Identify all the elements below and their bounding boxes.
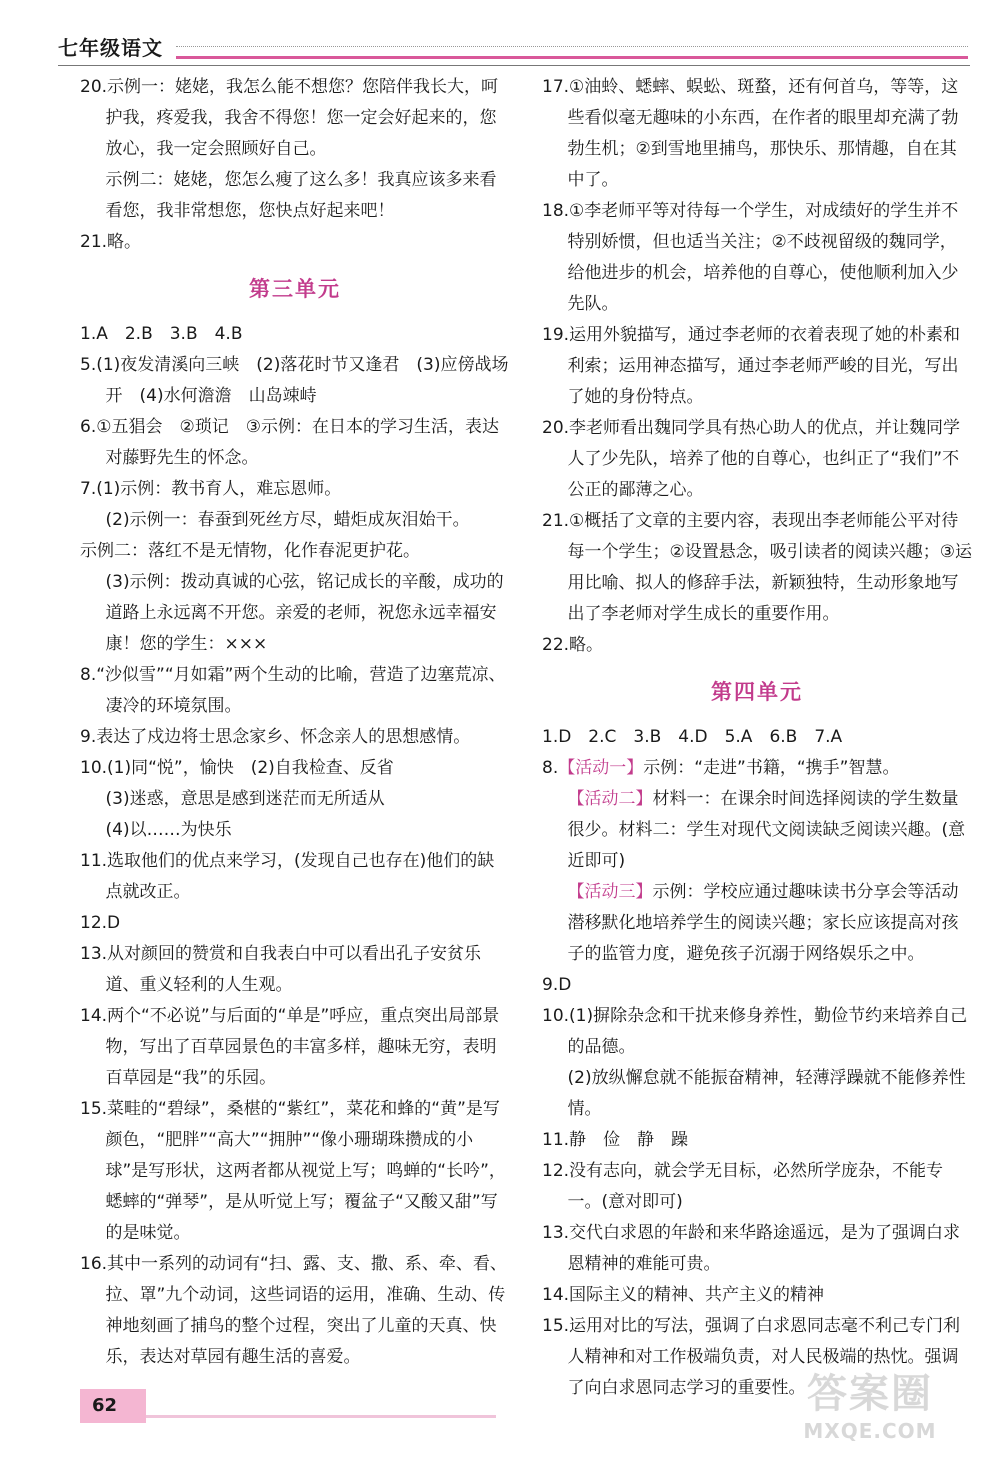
answer-10-1-right: 10.(1)摒除杂念和干扰来修身养性，勤俭节约来培养自己的品德。 [542, 1006, 968, 1057]
answer-8: 8.“沙似雪”“月如霜”两个生动的比喻，营造了边塞荒凉、凄冷的环境氛围。 [80, 665, 506, 716]
answer-12: 12.D [80, 913, 121, 933]
page-header [58, 26, 970, 66]
answer-7-3: (3)示例：拨动真诚的心弦，铭记成长的辛酸，成功的道路上永远离不开您。亲爱的老师，祝您永远幸福安康！您的学生：××× [105, 572, 504, 654]
watermark-logo-text: 答案圈 [807, 1371, 933, 1417]
answer-18: 18.①李老师平等对待每一个学生，对成绩好的学生并不特别娇惯，但也适当关注；②不歧视留级的魏同学，给他进步的机会，培养他的自尊心，使他顺利加入少先队。 [542, 201, 959, 314]
answer-8-number: 8. [542, 758, 559, 778]
answer-1-7: 1.D 2.C 3.B 4.D 5.A 6.B 7.A [542, 727, 843, 747]
answer-22: 22.略。 [542, 635, 604, 655]
answer-7-1: 7.(1)示例：教书育人，难忘恩师。 [80, 479, 342, 499]
answer-8-activity-3 [542, 877, 972, 970]
header-title: 七年级语文 [58, 36, 163, 60]
activity-2-text: 材料一：在课余时间选择阅读的学生数量很少。材料二：学生对现代文阅读缺乏阅读兴趣。(意近即可) [567, 789, 966, 871]
answer-7-2-example-2: 示例二：落红不是无情物，化作春泥更护花。 [80, 541, 420, 561]
watermark-url: MXQE.COM [803, 1419, 937, 1443]
answer-8-activity-1 [542, 753, 972, 784]
answer-21-right: 21.①概括了文章的主要内容，表现出李老师能公平对待每一个学生；②设置悬念，吸引读者的阅读兴趣；③运用比喻、拟人的修辞手法，新颖独特，生动形象地写出了李老师对学生成长的重要作用。 [542, 511, 972, 624]
answer-10-1: 10.(1)同“悦”，愉快 (2)自我检查、反省 [80, 758, 394, 778]
activity-2-tag: 【活动二】 [567, 789, 653, 809]
section-title-unit-4: 第四单元 [711, 680, 803, 704]
answer-8-activity-2 [542, 784, 972, 877]
answer-10-2-right: (2)放纵懈怠就不能振奋精神，轻薄浮躁就不能修养性情。 [567, 1068, 966, 1119]
activity-3-text: 示例：学校应通过趣味读书分享会等活动潜移默化地培养学生的阅读兴趣；家长应该提高对孩子的监管力度，避免孩子沉溺于网络娱乐之中。 [567, 882, 959, 964]
header-dotted-rule [176, 46, 968, 47]
answer-9: 9.表达了戍边将士思念家乡、怀念亲人的思想感情。 [80, 727, 471, 747]
answer-6: 6.①五猖会 ②琐记 ③示例：在日本的学习生活，表达对藤野先生的怀念。 [80, 417, 499, 468]
footer-rule [146, 1415, 496, 1418]
answer-11: 11.选取他们的优点来学习，(发现自己也存在)他们的缺点就改正。 [80, 851, 495, 902]
right-column [542, 72, 972, 1404]
answer-21: 21.略。 [80, 232, 142, 252]
answer-10-4: (4)以……为快乐 [105, 820, 232, 840]
answer-14: 14.两个“不必说”与后面的“单是”呼应，重点突出局部景物，写出了百草园景色的丰富多样，趣味无穷，表明百草园是“我”的乐园。 [80, 1006, 500, 1088]
header-pink-rule [176, 56, 968, 59]
answer-9-right: 9.D [542, 975, 572, 995]
answer-19: 19.运用外貌描写，通过李老师的衣着表现了她的朴素和利索；运用神态描写，通过李老师严峻的目光，写出了她的身份特点。 [542, 325, 961, 407]
answer-14-right: 14.国际主义的精神、共产主义的精神 [542, 1285, 825, 1305]
left-column [80, 72, 510, 1373]
activity-3-tag: 【活动三】 [567, 882, 653, 902]
section-title-unit-3: 第三单元 [249, 277, 341, 301]
answer-20-example-2: 示例二：姥姥，您怎么瘦了这么多！我真应该多来看看您，我非常想您，您快点好起来吧！ [105, 170, 497, 221]
answer-10-3: (3)迷惑，意思是感到迷茫而无所适从 [105, 789, 385, 809]
answer-13: 13.从对颜回的赞赏和自我表白中可以看出孔子安贫乐道、重义轻利的人生观。 [80, 944, 482, 995]
header-bottom-rule [58, 65, 970, 66]
answer-17: 17.①油蛉、蟋蟀、蜈蚣、斑蝥，还有何首乌，等等，这些看似毫无趣味的小东西，在作者的眼里却充满了勃勃生机；②到雪地里捕鸟，那快乐、那情趣，自在其中了。 [542, 77, 959, 190]
answer-15: 15.菜畦的“碧绿”，桑椹的“紫红”，菜花和蜂的“黄”是写颜色，“肥胖”“高大”“拥肿”“像小珊瑚珠攒成的小球”是写形状，这两者都从视觉上写；鸣蝉的“长吟”，蟋蟀的“弹琴”，是从听觉上写；覆盆子“又酸又甜”写的是味觉。 [80, 1099, 506, 1243]
page-footer [80, 1389, 500, 1423]
answer-15-right: 15.运用对比的写法，强调了白求恩同志毫不利己专门利人精神和对工作极端负责，对人民极端的热忱。强调了向白求恩同志学习的重要性。 [542, 1316, 961, 1398]
answer-20-right: 20.李老师看出魏同学具有热心助人的优点，并让魏同学人了少先队，培养了他的自尊心，也纠正了“我们”不公正的鄙薄之心。 [542, 418, 961, 500]
answer-13-right: 13.交代白求恩的年龄和来华路途遥远，是为了强调白求恩精神的难能可贵。 [542, 1223, 961, 1274]
answer-20: 20.示例一：姥姥，我怎么能不想您？您陪伴我长大，呵护我，疼爱我，我舍不得您！您一定会好起来的，您放心，我一定会照顾好自己。 [80, 77, 499, 159]
page-number: 62 [80, 1389, 146, 1423]
answer-5: 5.(1)夜发清溪向三峡 (2)落花时节又逢君 (3)应傍战场开 (4)水何澹澹 山岛竦峙 [80, 355, 509, 406]
answer-12-right: 12.没有志向，就会学无目标，必然所学庞杂，不能专一。(意对即可) [542, 1161, 944, 1212]
activity-1-text: 示例：“走进”书籍，“携手”智慧。 [643, 758, 900, 778]
answer-16: 16.其中一系列的动词有“扫、露、支、撒、系、牵、看、拉、罩”九个动词，这些词语的运用，准确、生动、传神地刻画了捕鸟的整个过程，突出了儿童的天真、快乐，表达对草园有趣生活的喜爱。 [80, 1254, 507, 1367]
activity-1-tag: 【活动一】 [558, 758, 644, 778]
answer-11-right: 11.静 俭 静 躁 [542, 1130, 689, 1150]
watermark-logo [770, 1362, 970, 1443]
answer-1-4: 1.A 2.B 3.B 4.B [80, 324, 243, 344]
answer-7-2: (2)示例一：春蚕到死丝方尽，蜡炬成灰泪始干。 [105, 510, 470, 530]
